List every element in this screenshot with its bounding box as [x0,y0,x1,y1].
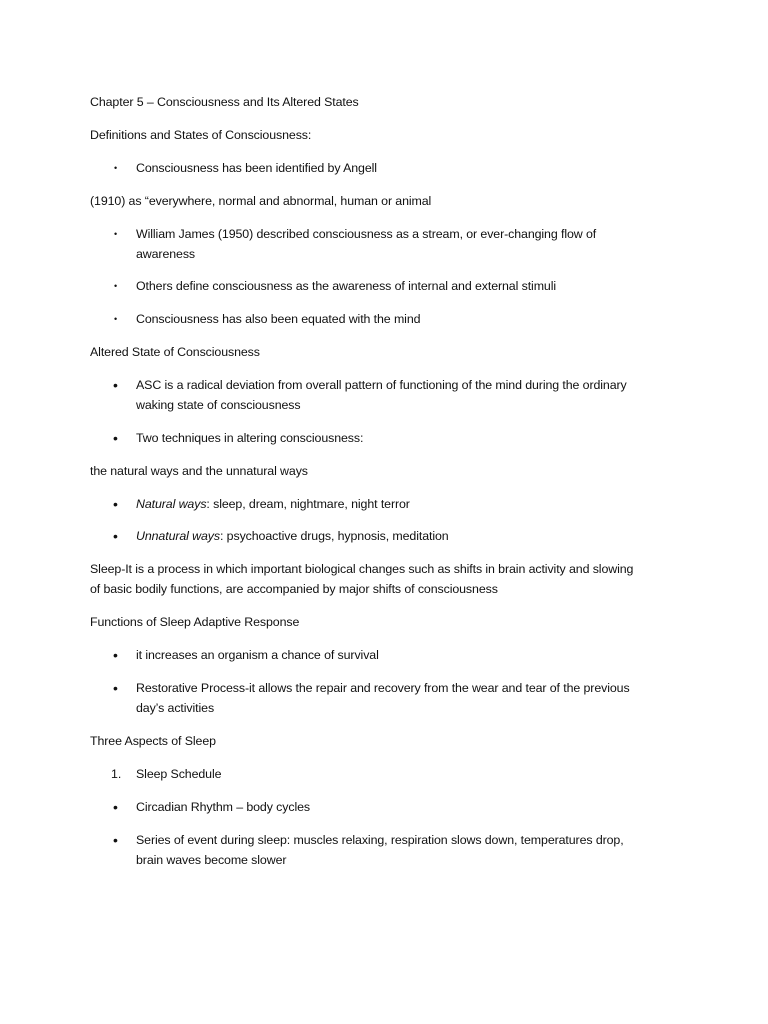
bullet-marker: • [113,430,118,446]
bullet-marker: • [114,229,118,239]
bullet-marker: • [114,163,118,173]
bullet-marker: • [113,799,118,815]
bullet-marker: • [113,647,118,663]
aspect-item-circadian: Circadian Rhythm – body cycles [136,800,310,814]
bullet-marker: • [113,377,118,393]
asc-item-deviation-line2: waking state of consciousness [136,398,301,412]
bullet-marker: • [113,680,118,696]
section-heading-definitions: Definitions and States of Consciousness: [90,128,312,142]
function-item-restorative-line2: day’s activities [136,701,215,715]
definition-continuation: (1910) as “everywhere, normal and abnormal, human or animal [90,194,432,208]
function-item-survival: it increases an organism a chance of survival [136,648,379,662]
chapter-title: Chapter 5 – Consciousness and Its Altered States [90,95,359,109]
sleep-definition-line2: of basic bodily functions, are accompanied by major shifts of consciousness [90,582,498,596]
function-item-restorative-line1: Restorative Process-it allows the repair and recovery from the wear and tear of the previous [136,681,630,695]
definition-item-mind: Consciousness has also been equated with the mind [136,312,421,326]
definition-item-angell: Consciousness has been identified by Angell [136,161,377,175]
section-heading-asc: Altered State of Consciousness [90,345,260,359]
aspect-item-events-line1: Series of event during sleep: muscles relaxing, respiration slows down, temperatures drop, [136,833,624,847]
unnatural-ways-item [136,526,449,546]
bullet-marker: • [114,281,118,291]
asc-item-deviation-line1: ASC is a radical deviation from overall pattern of functioning of the mind during the ordinary [136,378,627,392]
bullet-marker: • [114,314,118,324]
bullet-marker: • [113,528,118,544]
unnatural-ways-label: Unnatural ways [136,529,220,543]
natural-ways-label: Natural ways [136,497,207,511]
bullet-marker: • [113,496,118,512]
section-heading-aspects: Three Aspects of Sleep [90,734,216,748]
sleep-definition-line1: Sleep-It is a process in which important biological changes such as shifts in brain activity and slowing [90,562,634,576]
natural-ways-text: : sleep, dream, nightmare, night terror [206,497,410,511]
bullet-marker: • [113,832,118,848]
definition-item-stimuli: Others define consciousness as the awareness of internal and external stimuli [136,279,557,293]
asc-continuation: the natural ways and the unnatural ways [90,464,308,478]
section-heading-functions: Functions of Sleep Adaptive Response [90,615,300,629]
aspect-item-sleep-schedule: Sleep Schedule [136,767,222,781]
aspect-item-events-line2: brain waves become slower [136,853,287,867]
asc-item-techniques: Two techniques in altering consciousness: [136,431,364,445]
definition-item-james-line1: William James (1950) described consciousness as a stream, or ever-changing flow of [136,227,597,241]
unnatural-ways-text: : psychoactive drugs, hypnosis, meditation [220,529,449,543]
natural-ways-item [136,494,410,514]
list-number: 1. [111,767,122,781]
definition-item-james-line2: awareness [136,247,196,261]
